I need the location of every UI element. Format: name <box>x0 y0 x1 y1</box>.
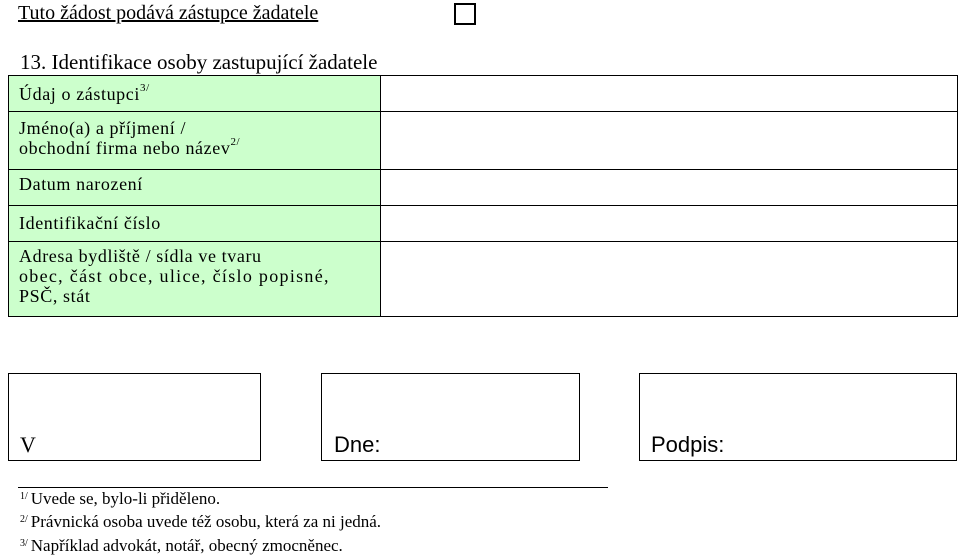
label-line: obec, část obce, ulice, číslo popisné, <box>19 266 330 286</box>
field-label-representative-info <box>8 75 381 112</box>
label-text: Údaj o zástupci <box>19 84 140 104</box>
representative-checkbox[interactable] <box>454 3 476 25</box>
footnote-text: Uvede se, bylo-li přiděleno. <box>30 489 221 508</box>
footnote-3 <box>20 535 343 557</box>
field-label-address <box>8 242 381 317</box>
field-label-birth-date <box>8 170 381 206</box>
footnote-ref: 3/ <box>139 82 150 94</box>
name-input[interactable] <box>381 112 958 170</box>
field-label-id-number <box>8 206 381 242</box>
label-line: obchodní firma nebo název <box>19 138 231 158</box>
representative-statement: Tuto žádost podává zástupce žadatele <box>18 2 319 24</box>
label-text: Identifikační číslo <box>19 213 161 233</box>
footnote-mark: 2/ <box>20 514 28 525</box>
footnote-text: Právnická osoba uvede též osobu, která za ni jedná. <box>30 512 382 531</box>
signature-label: Podpis: <box>651 432 725 457</box>
date-label: Dne: <box>334 432 381 457</box>
footnote-1 <box>20 488 220 510</box>
field-label-name <box>8 112 381 170</box>
label-line: PSČ, stát <box>19 286 91 306</box>
footnote-ref: 2/ <box>230 136 241 148</box>
id-number-input[interactable] <box>381 206 958 242</box>
label-text: Datum narození <box>19 174 143 194</box>
label-line: Jméno(a) a příjmení / <box>19 118 187 138</box>
place-box[interactable] <box>8 373 261 461</box>
section-title: 13. Identifikace osoby zastupující žadatele <box>20 50 378 74</box>
footnote-mark: 3/ <box>20 538 28 549</box>
representative-form-table <box>8 75 958 317</box>
footnote-text: Například advokát, notář, obecný zmocněnec. <box>30 536 343 555</box>
footnote-2 <box>20 511 381 533</box>
place-label: V <box>20 432 36 457</box>
label-line: Adresa bydliště / sídla ve tvaru <box>19 246 262 266</box>
address-input[interactable] <box>381 242 958 317</box>
representative-info-input[interactable] <box>381 75 958 112</box>
footnote-mark: 1/ <box>20 491 28 502</box>
birth-date-input[interactable] <box>381 170 958 206</box>
